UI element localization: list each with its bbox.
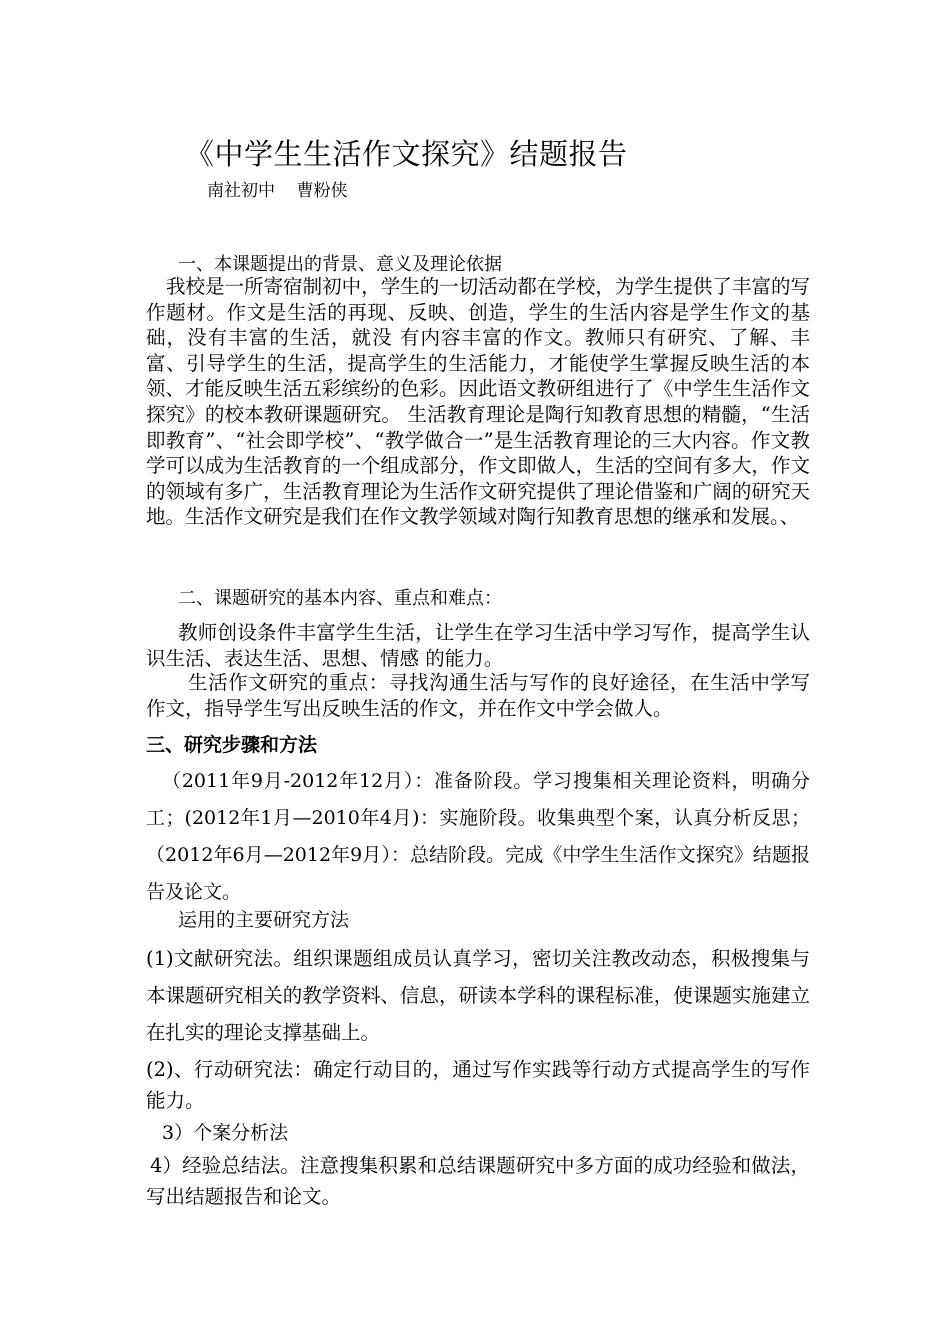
author-line: 南社初中 曹粉侠	[207, 181, 348, 201]
section2-paragraph1: 教师创设条件丰富学生生活，让学生在学习生活中学习写作，提高学生认识生活、表达生活、思想、情感 的能力。	[146, 621, 810, 670]
section2-heading: 二、课题研究的基本内容、重点和难点：	[178, 588, 502, 609]
section2-paragraph2: 生活作文研究的重点：寻找沟通生活与写作的良好途径，在生活中学写作文，指导学生写出反映生活的作文，并在作文中学会做人。	[146, 671, 810, 720]
section1-heading: 一、本课题提出的背景、意义及理论依据	[178, 254, 502, 275]
method3-line: 3）个案分析法	[162, 1122, 289, 1144]
research-steps-paragraph: （2011年9月-2012年12月）：准备阶段。学习搜集相关理论资料，明确分工；(2012年1月—2010年4月)：实施阶段。收集典型个案，认真分析反思；（2012年6月—2012年9月）：总结阶段。完成《中学生生活作文探究》结题报告及论文。	[146, 770, 810, 903]
method2-paragraph: (2)、行动研究法：确定行动目的，通过写作实践等行动方式提高学生的写作能力。	[146, 1058, 810, 1112]
method1-paragraph: (1)文献研究法。组织课题组成员认真学习，密切关注教改动态，积极搜集与本课题研究相关的教学资料、信息，研读本学科的课程标准，使课题实施建立在扎实的理论支撑基础上。	[146, 947, 810, 1044]
methods-heading: 运用的主要研究方法	[178, 909, 350, 931]
document-title: 《中学生生活作文探究》结题报告	[185, 137, 628, 171]
method4-paragraph: 4）经验总结法。注意搜集积累和总结课题研究中多方面的成功经验和做法，写出结题报告和论文。	[146, 1154, 810, 1208]
section3-heading: 三、研究步骤和方法	[146, 734, 318, 756]
section1-paragraph: 我校是一所寄宿制初中，学生的一切活动都在学校，为学生提供了丰富的写作题材。作文是生活的再现、反映、创造，学生的生活内容是学生作文的基础，没有丰富的生活，就没 有内容丰富的作文。教师只有研究、了解、丰富、引导学生的生活，提高学生的生活能力，才能使学生掌握反映生活的本领、才能反映生活五彩缤纷的色彩。因此语文教研组进行了《中学生生活作文探究》的校本教研课题研究。 生活教育理论是陶行知教育思想的精髓，“生活即教育”、“社会即学校”、“教学做合一”是生活教育理论的三大内容。作文教学可以成为生活教育的一个组成部分，作文即做人，生活的空间有多大，作文的领域有多广，生活教育理论为生活作文研究提供了理论借鉴和广阔的研究天地。生活作文研究是我们在作文教学领域对陶行知教育思想的继承和发展。、	[146, 275, 810, 529]
